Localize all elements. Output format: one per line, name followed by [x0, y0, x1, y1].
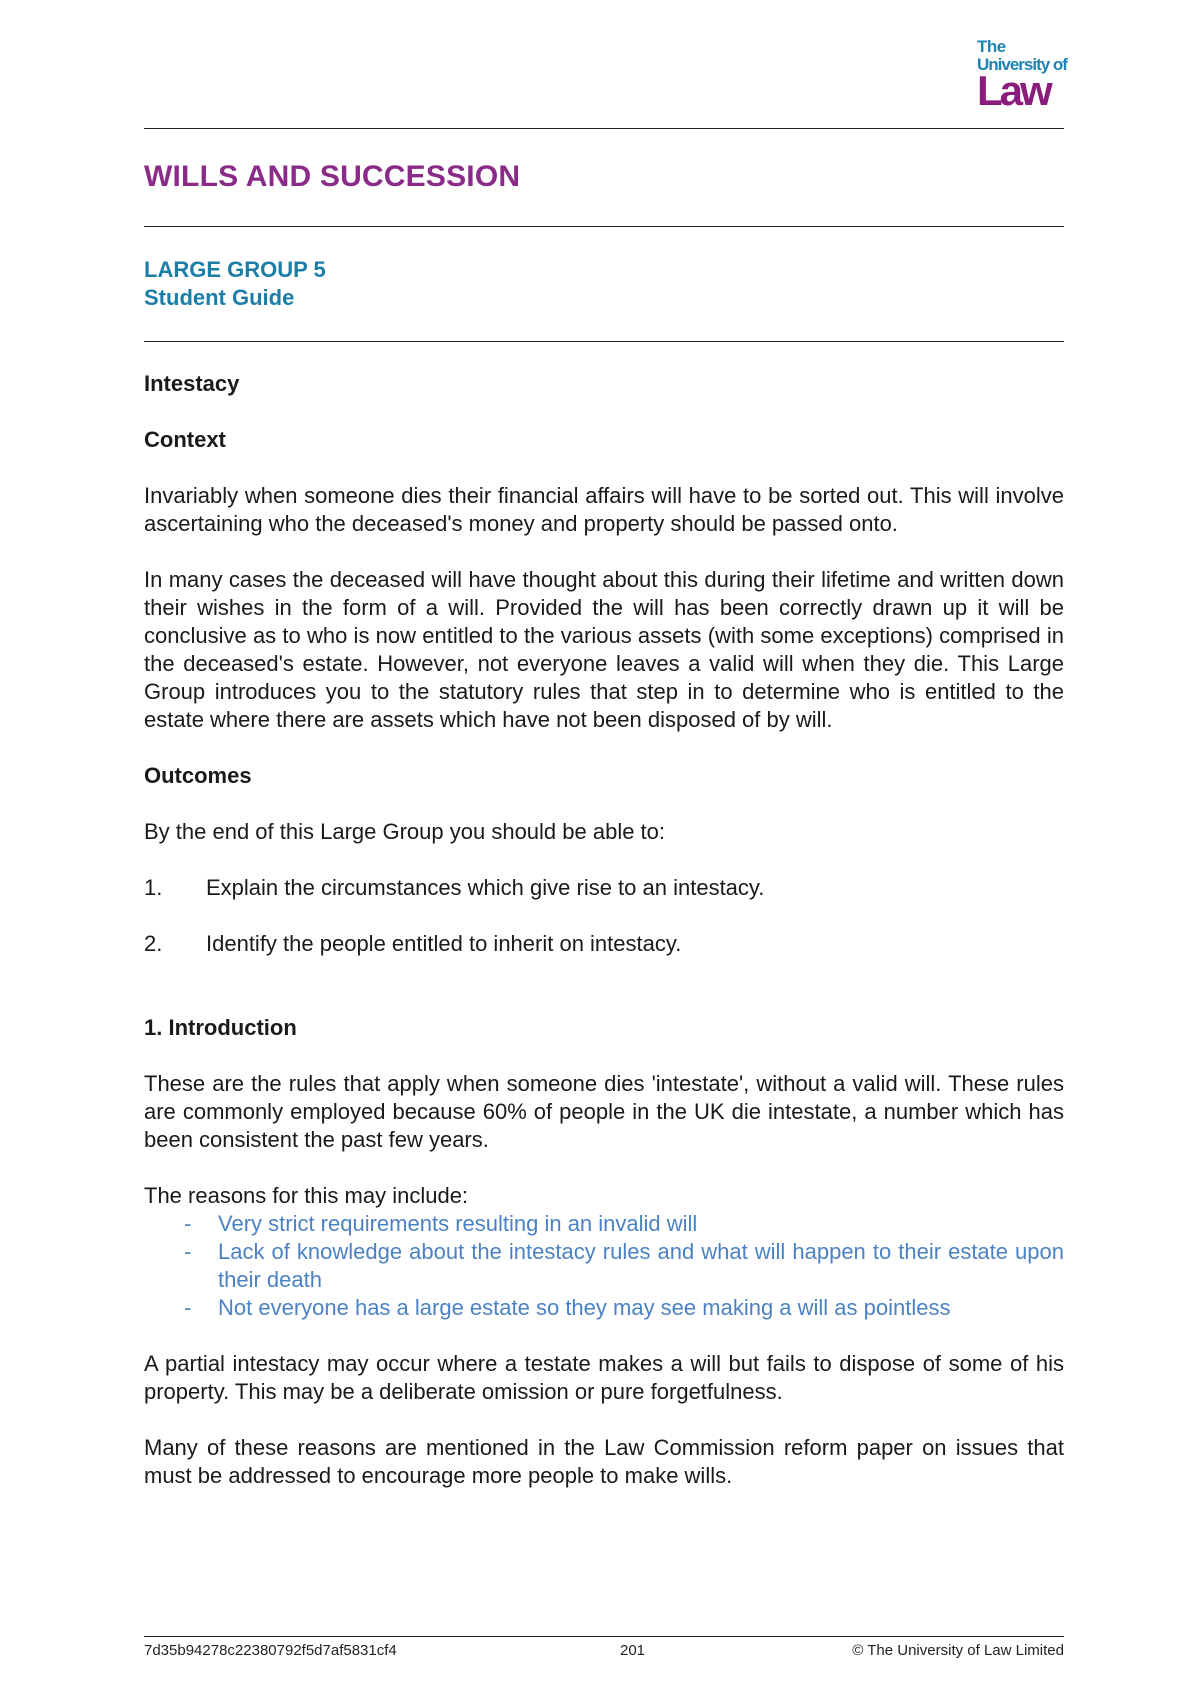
footer-page-number: 201 [620, 1642, 646, 1659]
outcomes-intro: By the end of this Large Group you should be able to: [144, 819, 666, 844]
outcome-item [144, 930, 1064, 958]
logo-line-1: The [977, 37, 1006, 56]
large-group-label: LARGE GROUP 5 [144, 257, 326, 282]
context-heading: Context [144, 427, 226, 452]
introduction-heading: 1. Introduction [144, 1015, 297, 1040]
reasons-intro: The reasons for this may include: [144, 1183, 469, 1208]
context-paragraph-1: Invariably when someone dies their financial affairs will have to be sorted out. This will involve ascertaining who the deceased's money and property should be passed onto. [144, 483, 1064, 536]
topic-heading: Intestacy [144, 371, 240, 396]
document-body [144, 370, 1064, 1490]
outcome-text: Explain the circumstances which give rise to an intestacy. [206, 875, 765, 900]
context-paragraph-2: In many cases the deceased will have thought about this during their lifetime and written down their wishes in the form of a will. Provided the will has been correctly drawn up it will be conclusive as to who is now entitled to the various assets (with some exceptions) comprised in the deceased's estate. However, not everyone leaves a valid will when they die. This Large Group introduces you to the statutory rules that step in to determine who is entitled to the estate where there are assets which have not been disposed of by will. [144, 567, 1064, 732]
header-rule-bottom [144, 341, 1064, 342]
outcome-item [144, 874, 1064, 902]
document-title: WILLS AND SUCCESSION [144, 160, 521, 193]
reason-text: Lack of knowledge about the intestacy rules and what will happen to their estate upon their death [218, 1239, 1064, 1292]
reason-item: - Very strict requirements resulting in an invalid will [144, 1210, 1064, 1238]
partial-intestacy-paragraph: A partial intestacy may occur where a testate makes a will but fails to dispose of some of his property. This may be a deliberate omission or pure forgetfulness. [144, 1351, 1064, 1404]
document-subtitle [144, 256, 326, 312]
footer-rule [144, 1636, 1064, 1637]
reasons-list [144, 1210, 1064, 1322]
reason-item: - Not everyone has a large estate so they may see making a will as pointless [144, 1294, 1064, 1322]
outcomes-heading: Outcomes [144, 763, 252, 788]
logo-line-2: University of [977, 55, 1067, 74]
reason-text: Not everyone has a large estate so they may see making a will as pointless [218, 1295, 951, 1320]
reason-item: - Lack of knowledge about the intestacy rules and what will happen to their estate upon their death [184, 1239, 1064, 1292]
outcome-text: Identify the people entitled to inherit on intestacy. [206, 931, 682, 956]
header-rule-top [144, 128, 1064, 129]
outcome-number: 1. [144, 875, 163, 900]
student-guide-label: Student Guide [144, 285, 295, 310]
outcome-number: 2. [144, 931, 163, 956]
footer-copyright: © The University of Law Limited [852, 1642, 1064, 1659]
introduction-paragraph: These are the rules that apply when someone dies 'intestate', without a valid will. These rules are commonly employed because 60% of people in the UK die intestate, a number which has been consistent the past few years. [144, 1071, 1064, 1152]
footer-document-id: 7d35b94278c22380792f5d7af5831cf4 [144, 1642, 397, 1659]
reason-text: Very strict requirements resulting in an invalid will [218, 1211, 698, 1236]
university-of-law-logo [977, 38, 1069, 112]
header-rule-middle [144, 226, 1064, 227]
law-commission-paragraph: Many of these reasons are mentioned in the Law Commission reform paper on issues that must be addressed to encourage more people to make wills. [144, 1435, 1064, 1488]
logo-line-3: Law [977, 67, 1050, 114]
